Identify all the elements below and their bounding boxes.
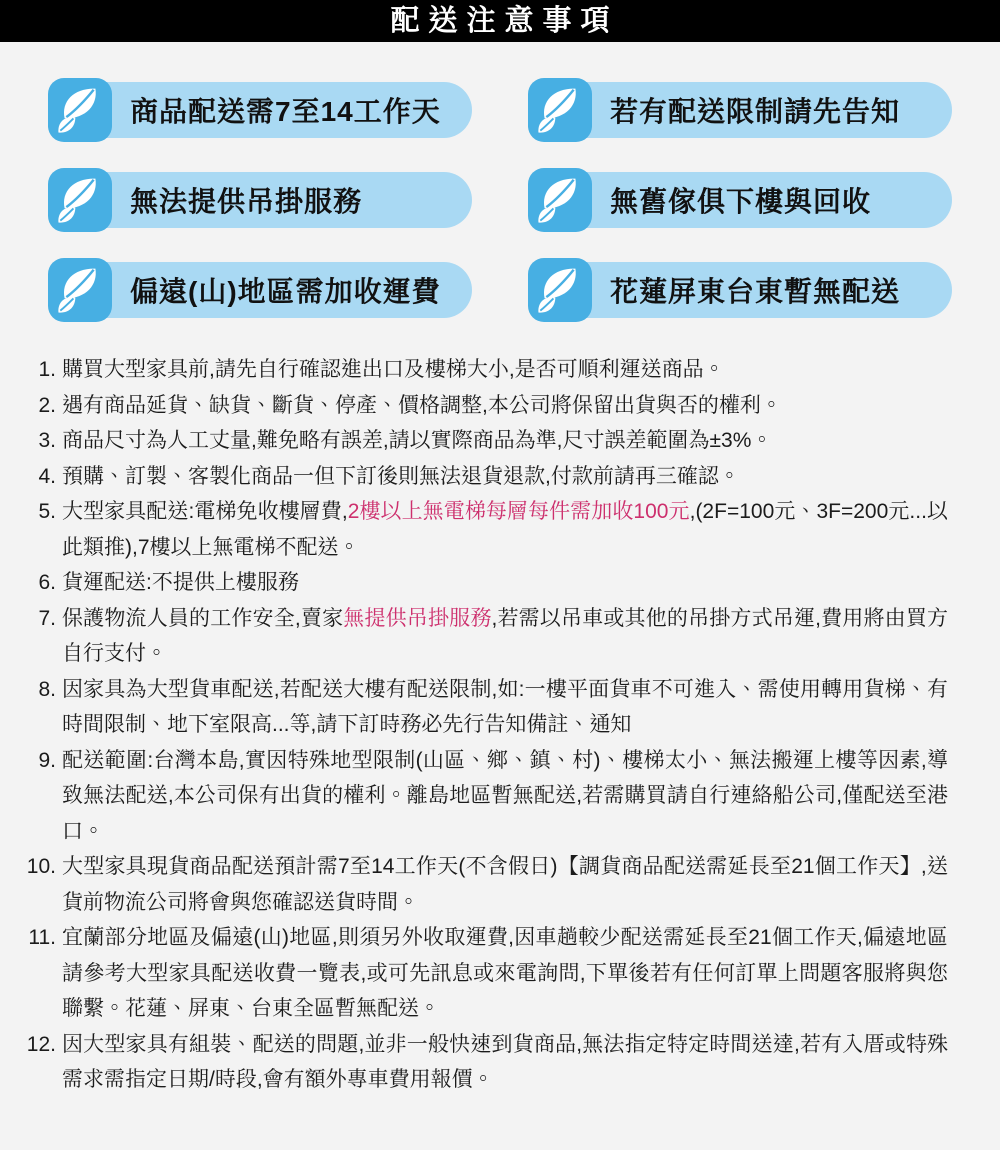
note-number: 7. (38, 606, 56, 630)
note-text: ,若需以吊車或其他的吊掛方式吊運,費用將由買方自行支付。 (62, 606, 948, 665)
header-bar (0, 0, 1000, 42)
delivery-badge (48, 168, 472, 232)
badge-label: 無法提供吊掛服務 (130, 186, 363, 217)
note-text: 因家具為大型貨車配送,若配送大樓有配送限制,如:一樓平面貨車不可進入、需使用轉用貨梯、有時間限制、地下室限高...等,請下訂時務必先行告知備註、通知 (62, 677, 948, 736)
note-text: 貨運配送:不提供上樓服務 (62, 571, 299, 594)
note-number: 8. (38, 677, 56, 701)
note-item (0, 352, 948, 388)
leaf-icon (48, 258, 112, 322)
note-item (0, 672, 948, 743)
note-item (0, 1027, 948, 1098)
note-item (0, 494, 948, 565)
badge-pill (74, 262, 472, 318)
note-number: 4. (38, 464, 56, 488)
note-item (0, 849, 948, 920)
note-text: 配送範圍:台灣本島,實因特殊地型限制(山區、鄉、鎮、村)、樓梯太小、無法搬運上樓等因素,導致無法配送,本公司保有出貨的權利。離島地區暫無配送,若需購買請自行連絡船公司,僅配送至港口。 (62, 748, 948, 843)
note-number: 3. (38, 429, 56, 452)
note-item (0, 601, 948, 672)
delivery-badge (528, 168, 952, 232)
note-text: 宜蘭部分地區及偏遠(山)地區,則須另外收取運費,因車趟較少配送需延長至21個工作天,偏遠地區請參考大型家具配送收費一覽表,或可先訊息或來電詢問,下單後若有任何訂單上問題客服將與您聯繫。花蓮、屏東、台東全區暫無配送。 (62, 926, 948, 1020)
badge-label: 偏遠(山)地區需加收運費 (130, 276, 441, 307)
note-number: 5. (38, 500, 56, 523)
note-item (0, 920, 948, 1027)
note-item (0, 388, 948, 424)
leaf-icon (528, 258, 592, 322)
note-number: 6. (38, 571, 56, 594)
note-item (0, 565, 948, 601)
note-text: 因大型家具有組裝、配送的問題,並非一般快速到貨商品,無法指定特定時間送達,若有入厝或特殊需求需指定日期/時段,會有額外專車費用報價。 (62, 1032, 948, 1091)
note-highlight: 無提供吊掛服務 (343, 606, 492, 630)
leaf-icon (48, 78, 112, 142)
badge-label: 商品配送需7至14工作天 (130, 96, 441, 127)
delivery-badges (0, 42, 1000, 322)
note-text: 大型家具配送:電梯免收樓層費, (62, 500, 348, 523)
note-number: 11. (28, 926, 56, 949)
badge-pill (554, 172, 952, 228)
delivery-badge (48, 258, 472, 322)
note-number: 10. (26, 855, 56, 878)
note-text: 商品尺寸為人工丈量,難免略有誤差,請以實際商品為準,尺寸誤差範圍為±3%。 (62, 429, 773, 452)
badge-pill (554, 262, 952, 318)
badge-pill (554, 82, 952, 138)
badge-label: 若有配送限制請先告知 (610, 96, 901, 127)
note-text: 預購、訂製、客製化商品一但下訂後則無法退貨退款,付款前請再三確認。 (62, 464, 740, 488)
note-text: 購買大型家具前,請先自行確認進出口及樓梯大小,是否可順利運送商品。 (62, 358, 725, 381)
note-item (0, 459, 948, 495)
note-text: 遇有商品延貨、缺貨、斷貨、停產、價格調整,本公司將保留出貨與否的權利。 (62, 393, 782, 417)
note-number: 1. (38, 358, 56, 381)
note-text: ,(2F=100元、3F=200元...以此類推),7樓以上無電梯不配送。 (62, 500, 948, 559)
delivery-badge (528, 78, 952, 142)
delivery-badge (48, 78, 472, 142)
note-number: 12. (26, 1032, 56, 1056)
note-text: 大型家具現貨商品配送預計需7至14工作天(不含假日)【調貨商品配送需延長至21個工作天】,送貨前物流公司將會與您確認送貨時間。 (62, 855, 948, 914)
leaf-icon (48, 168, 112, 232)
badge-pill (74, 82, 472, 138)
note-highlight: 2樓以上無電梯每層每件需加收100元 (347, 500, 690, 523)
delivery-badge (528, 258, 952, 322)
page-title: 配送注意事項 (390, 5, 619, 37)
badge-label: 花蓮屏東台東暫無配送 (610, 276, 901, 307)
leaf-icon (528, 168, 592, 232)
note-item (0, 423, 948, 459)
note-number: 2. (38, 393, 56, 417)
delivery-notes (0, 352, 1000, 1098)
note-text: 保護物流人員的工作安全,賣家 (62, 606, 344, 630)
note-item (0, 743, 948, 850)
badge-label: 無舊傢俱下樓與回收 (610, 186, 872, 217)
note-number: 9. (38, 748, 56, 772)
leaf-icon (528, 78, 592, 142)
badge-pill (74, 172, 472, 228)
